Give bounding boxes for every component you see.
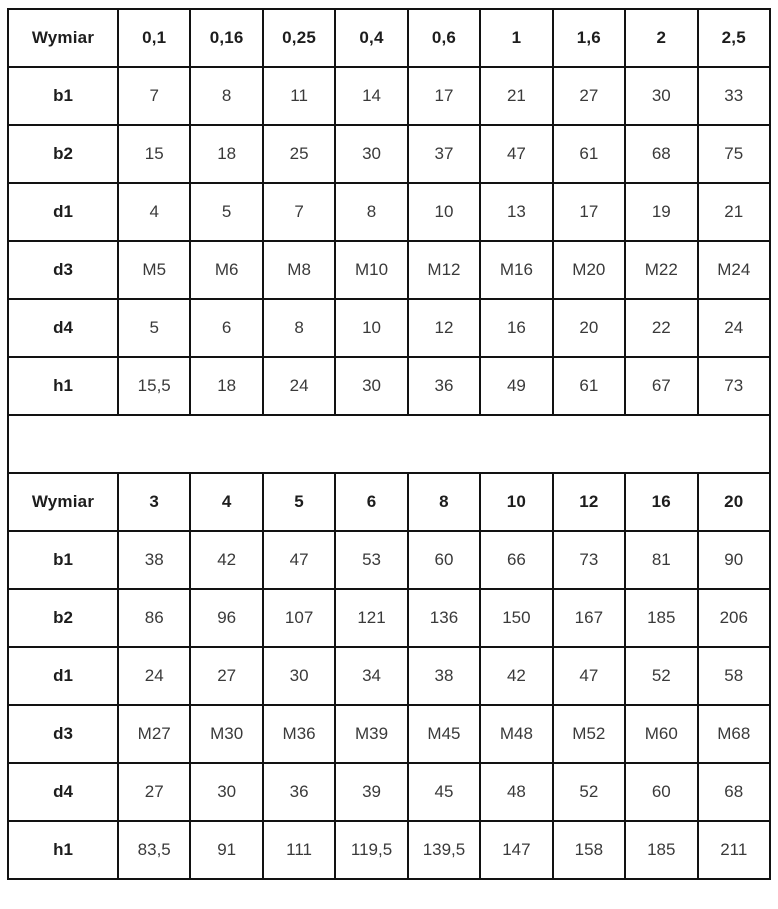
- column-header: 12: [553, 473, 625, 531]
- table-cell: 53: [335, 531, 407, 589]
- table-cell: M5: [118, 241, 190, 299]
- data-row-h1: [8, 357, 770, 415]
- table-cell: 14: [335, 67, 407, 125]
- table-cell: 10: [408, 183, 480, 241]
- table-cell: 30: [625, 67, 697, 125]
- table-cell: 86: [118, 589, 190, 647]
- table-cell: 52: [625, 647, 697, 705]
- column-header: 0,25: [263, 9, 335, 67]
- dimension-spec-table: [7, 8, 771, 880]
- table-cell: 139,5: [408, 821, 480, 879]
- data-row-d1: [8, 647, 770, 705]
- data-row-b1: [8, 531, 770, 589]
- table-cell: 73: [553, 531, 625, 589]
- table-cell: 16: [480, 299, 552, 357]
- table-cell: 61: [553, 125, 625, 183]
- data-row-d4: [8, 763, 770, 821]
- header-row-section-2: [8, 473, 770, 531]
- table-cell: 8: [335, 183, 407, 241]
- row-label: b2: [8, 125, 118, 183]
- table-cell: 5: [190, 183, 262, 241]
- table-cell: 147: [480, 821, 552, 879]
- table-cell: 136: [408, 589, 480, 647]
- table-cell: 10: [335, 299, 407, 357]
- table-cell: 49: [480, 357, 552, 415]
- table-cell: M12: [408, 241, 480, 299]
- data-row-h1: [8, 821, 770, 879]
- row-label: d4: [8, 763, 118, 821]
- column-header: 6: [335, 473, 407, 531]
- table-cell: 13: [480, 183, 552, 241]
- table-cell: M68: [698, 705, 771, 763]
- table-cell: 111: [263, 821, 335, 879]
- table-cell: M52: [553, 705, 625, 763]
- column-header: 1: [480, 9, 552, 67]
- table-cell: M8: [263, 241, 335, 299]
- table-cell: 33: [698, 67, 771, 125]
- table-cell: 24: [698, 299, 771, 357]
- table-cell: 58: [698, 647, 771, 705]
- separator-row: [8, 415, 770, 473]
- table-cell: M27: [118, 705, 190, 763]
- table-cell: 30: [263, 647, 335, 705]
- row-label: h1: [8, 821, 118, 879]
- table-cell: 81: [625, 531, 697, 589]
- table-cell: 52: [553, 763, 625, 821]
- table-cell: 15: [118, 125, 190, 183]
- column-header: 0,4: [335, 9, 407, 67]
- table-cell: 67: [625, 357, 697, 415]
- column-header: 0,6: [408, 9, 480, 67]
- table-cell: 167: [553, 589, 625, 647]
- row-label: d1: [8, 647, 118, 705]
- table-cell: 68: [698, 763, 771, 821]
- table-cell: 22: [625, 299, 697, 357]
- table-cell: 17: [553, 183, 625, 241]
- table-cell: 38: [408, 647, 480, 705]
- table-cell: M36: [263, 705, 335, 763]
- column-header: 5: [263, 473, 335, 531]
- table-cell: M6: [190, 241, 262, 299]
- separator-cell: [8, 415, 770, 473]
- table-cell: 11: [263, 67, 335, 125]
- table-cell: 20: [553, 299, 625, 357]
- column-header: 8: [408, 473, 480, 531]
- table-cell: M10: [335, 241, 407, 299]
- table-cell: 7: [263, 183, 335, 241]
- table-cell: 36: [408, 357, 480, 415]
- table-cell: 15,5: [118, 357, 190, 415]
- header-row-section-1: [8, 9, 770, 67]
- table-cell: 6: [190, 299, 262, 357]
- table-cell: 18: [190, 357, 262, 415]
- table-cell: M20: [553, 241, 625, 299]
- row-label: d3: [8, 241, 118, 299]
- column-header: 10: [480, 473, 552, 531]
- table-cell: 96: [190, 589, 262, 647]
- column-header: 2: [625, 9, 697, 67]
- table-cell: 61: [553, 357, 625, 415]
- corner-header-wymiar: Wymiar: [8, 9, 118, 67]
- data-row-d1: [8, 183, 770, 241]
- table-cell: 48: [480, 763, 552, 821]
- column-header: 1,6: [553, 9, 625, 67]
- row-label: h1: [8, 357, 118, 415]
- table-cell: 19: [625, 183, 697, 241]
- table-cell: 12: [408, 299, 480, 357]
- table-cell: 27: [118, 763, 190, 821]
- table-cell: 37: [408, 125, 480, 183]
- table-cell: 7: [118, 67, 190, 125]
- column-header: 0,16: [190, 9, 262, 67]
- table-cell: M48: [480, 705, 552, 763]
- corner-header-wymiar: Wymiar: [8, 473, 118, 531]
- row-label: b1: [8, 531, 118, 589]
- data-row-d3: [8, 241, 770, 299]
- table-cell: 27: [553, 67, 625, 125]
- table-cell: 42: [480, 647, 552, 705]
- table-cell: 206: [698, 589, 771, 647]
- table-cell: 39: [335, 763, 407, 821]
- table-cell: 158: [553, 821, 625, 879]
- row-label: b1: [8, 67, 118, 125]
- table-cell: 73: [698, 357, 771, 415]
- table-cell: 8: [263, 299, 335, 357]
- column-header: 20: [698, 473, 771, 531]
- table-cell: M22: [625, 241, 697, 299]
- table-cell: 36: [263, 763, 335, 821]
- table-cell: 24: [118, 647, 190, 705]
- data-row-b2: [8, 589, 770, 647]
- column-header: 3: [118, 473, 190, 531]
- table-cell: 211: [698, 821, 771, 879]
- column-header: 2,5: [698, 9, 771, 67]
- table-cell: 185: [625, 589, 697, 647]
- table-cell: 24: [263, 357, 335, 415]
- table-cell: 150: [480, 589, 552, 647]
- table-cell: 42: [190, 531, 262, 589]
- column-header: 4: [190, 473, 262, 531]
- data-row-d4: [8, 299, 770, 357]
- table-cell: 83,5: [118, 821, 190, 879]
- table-cell: 25: [263, 125, 335, 183]
- table-cell: 68: [625, 125, 697, 183]
- table-cell: 38: [118, 531, 190, 589]
- table-cell: 18: [190, 125, 262, 183]
- row-label: d1: [8, 183, 118, 241]
- table-cell: 21: [480, 67, 552, 125]
- table-cell: 47: [553, 647, 625, 705]
- table-cell: 8: [190, 67, 262, 125]
- row-label: d4: [8, 299, 118, 357]
- table-cell: M24: [698, 241, 771, 299]
- table-cell: 30: [190, 763, 262, 821]
- table-cell: 47: [480, 125, 552, 183]
- table-cell: 90: [698, 531, 771, 589]
- table-cell: 119,5: [335, 821, 407, 879]
- table-cell: 121: [335, 589, 407, 647]
- table-cell: M45: [408, 705, 480, 763]
- table-cell: 34: [335, 647, 407, 705]
- table-cell: 45: [408, 763, 480, 821]
- table-cell: 5: [118, 299, 190, 357]
- column-header: 0,1: [118, 9, 190, 67]
- table-cell: M30: [190, 705, 262, 763]
- data-row-b2: [8, 125, 770, 183]
- table-cell: 17: [408, 67, 480, 125]
- table-cell: 30: [335, 125, 407, 183]
- table-cell: 21: [698, 183, 771, 241]
- data-row-b1: [8, 67, 770, 125]
- table-cell: 60: [408, 531, 480, 589]
- table-cell: 47: [263, 531, 335, 589]
- table-cell: M60: [625, 705, 697, 763]
- row-label: d3: [8, 705, 118, 763]
- column-header: 16: [625, 473, 697, 531]
- table-cell: 75: [698, 125, 771, 183]
- table-cell: 107: [263, 589, 335, 647]
- table-cell: M39: [335, 705, 407, 763]
- table-cell: M16: [480, 241, 552, 299]
- data-row-d3: [8, 705, 770, 763]
- row-label: b2: [8, 589, 118, 647]
- table-cell: 185: [625, 821, 697, 879]
- table-cell: 27: [190, 647, 262, 705]
- table-cell: 91: [190, 821, 262, 879]
- table-cell: 66: [480, 531, 552, 589]
- table-cell: 4: [118, 183, 190, 241]
- table-cell: 60: [625, 763, 697, 821]
- table-cell: 30: [335, 357, 407, 415]
